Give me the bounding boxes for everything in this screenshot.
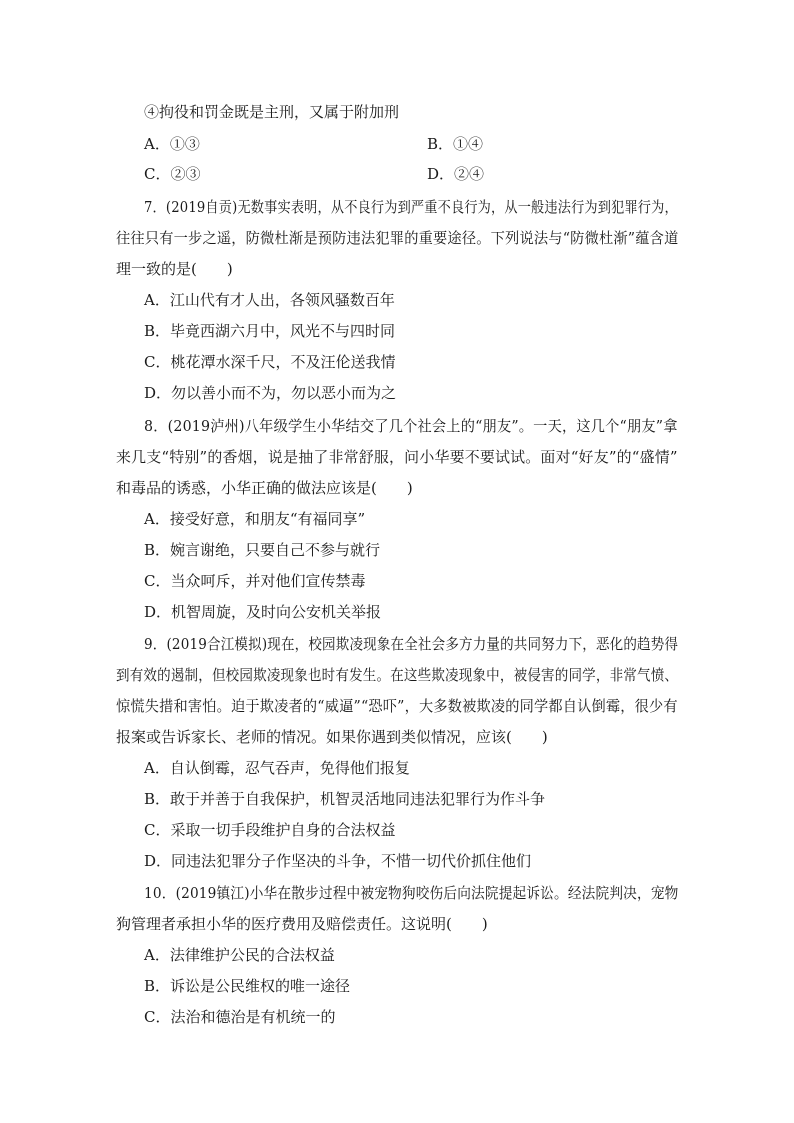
q8-stem-line1: 8．(2019泸州)八年级学生小华结交了几个社会上的“朋友”。一天，这几个“朋友”拿 (144, 417, 678, 435)
q7-option-a: A．江山代有才人出，各领风骚数百年 (144, 291, 395, 309)
q8-stem-line2: 来几支“特别”的香烟，说是抽了非常舒服，问小华要不要试试。面对“好友”的“盛情” (116, 448, 678, 466)
q7-option-b: B．毕竟西湖六月中，风光不与四时同 (144, 322, 396, 340)
q8-stem-line3: 和毒品的诱惑，小华正确的做法应该是( ) (116, 479, 413, 497)
q7-option-c: C．桃花潭水深千尺，不及汪伦送我情 (144, 353, 396, 371)
q9-stem-line4: 报案或告诉家长、老师的情况。如果你遇到类似情况，应该( ) (116, 728, 548, 746)
q9-option-c: C．采取一切手段维护自身的合法权益 (144, 821, 396, 839)
q8-option-b: B．婉言谢绝，只要自己不参与就行 (144, 541, 381, 559)
q9-option-b: B．敢于并善于自我保护，机智灵活地同违法犯罪行为作斗争 (144, 790, 546, 808)
q10-option-c: C．法治和德治是有机统一的 (144, 1008, 336, 1026)
q7-stem-line2: 往往只有一步之遥，防微杜渐是预防违法犯罪的重要途径。下列说法与“防微杜渐”蕴含道 (116, 229, 679, 247)
prev-option-d: D．②④ (427, 165, 485, 183)
q7-stem-line3: 理一致的是( ) (116, 260, 233, 278)
q10-option-b: B．诉讼是公民维权的唯一途径 (144, 977, 351, 995)
q9-stem-line3: 惊慌失措和害怕。迫于欺凌者的“威逼”“恐吓”，大多数被欺凌的同学都自认倒霉，很少有 (116, 697, 678, 715)
q8-option-a: A．接受好意，和朋友“有福同享” (144, 510, 366, 528)
q10-stem-line1: 10．(2019镇江)小华在散步过程中被宠物狗咬伤后向法院提起诉讼。经法院判决，宠物 (144, 884, 679, 902)
q10-option-a: A．法律维护公民的合法权益 (144, 946, 335, 964)
q8-option-d: D．机智周旋，及时向公安机关举报 (144, 603, 382, 621)
prev-item-4: ④拘役和罚金既是主刑，又属于附加刑 (144, 103, 400, 121)
q9-stem-line1: 9．(2019合江模拟)现在，校园欺凌现象在全社会多方力量的共同努力下，恶化的趋势得 (144, 635, 679, 653)
prev-option-c: C．②③ (144, 165, 201, 183)
q7-option-d: D．勿以善小而不为，勿以恶小而为之 (144, 384, 397, 402)
q9-stem-line2: 到有效的遏制，但校园欺凌现象也时有发生。在这些欺凌现象中，被侵害的同学，非常气愤、 (116, 666, 679, 684)
q9-option-a: A．自认倒霉，忍气吞声，免得他们报复 (144, 759, 410, 777)
prev-option-b: B．①④ (427, 135, 484, 153)
q8-option-c: C．当众呵斥，并对他们宣传禁毒 (144, 572, 366, 590)
q9-option-d: D．同违法犯罪分子作坚决的斗争，不惜一切代价抓住他们 (144, 852, 532, 870)
q7-stem-line1: 7．(2019自贡)无数事实表明，从不良行为到严重不良行为，从一般违法行为到犯罪行为， (144, 198, 678, 216)
q10-stem-line2: 狗管理者承担小华的医疗费用及赔偿责任。这说明( ) (116, 915, 488, 933)
prev-option-a: A．①③ (144, 135, 200, 153)
